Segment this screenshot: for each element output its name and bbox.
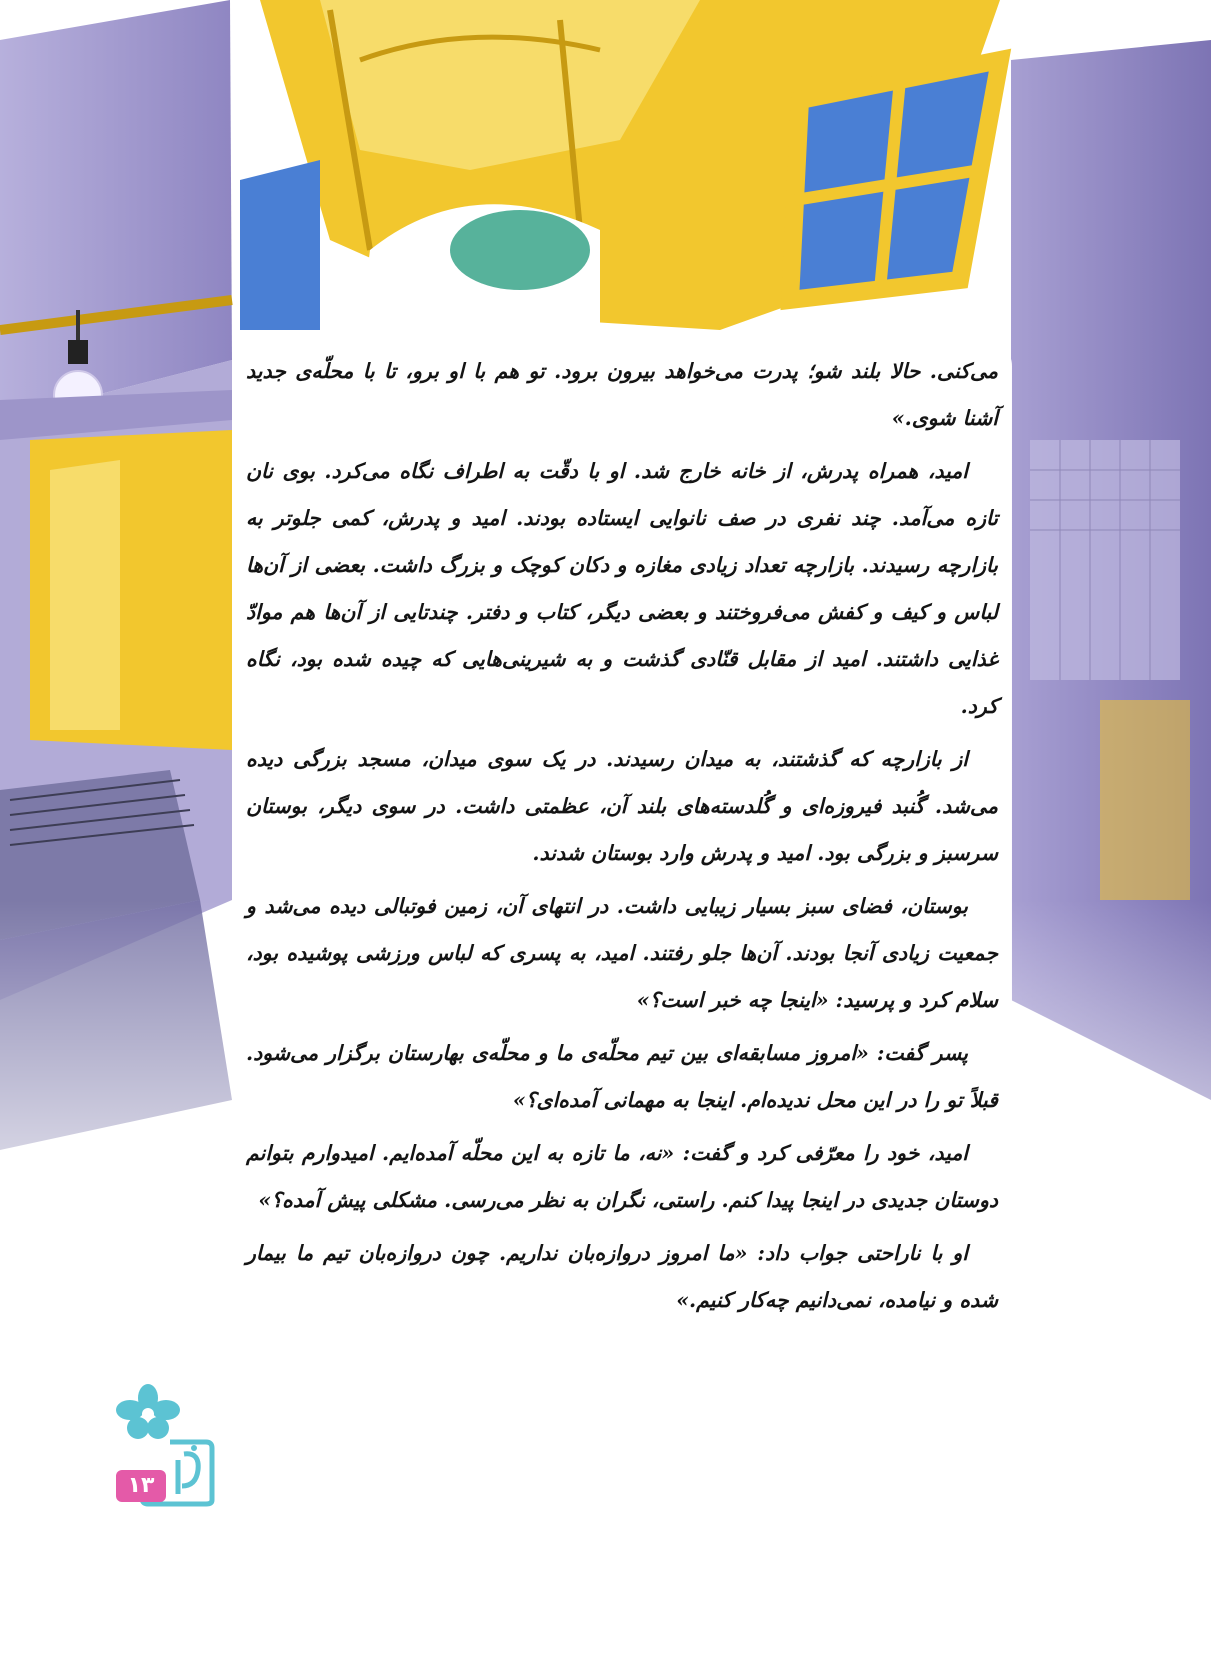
story-paragraph: می‌کنی. حالا بلند شو؛ پدرت می‌خواهد بیرون برود. تو هم با او برو، تا با محلّه‌ی جدید آشنا شوی.» (246, 359, 998, 430)
story-paragraph: امید، همراه پدرش، از خانه خارج شد. او با دقّت به اطراف نگاه می‌کرد. بوی نان تازه می‌آمد. چند نفری در صف نانوایی ایستاده بودند. امید و پدرش، کمی جلوتر به بازارچه رسیدند. بازارچه تعداد زیادی مغازه و دکان کوچک و بزرگ داشت. بعضی از آن‌ها لباس و کیف و کفش می‌فروختند و بعضی دیگر، کتاب و دفتر. چندتایی از آن‌ها هم موادّ غذایی داشتند. امید از مقابل قنّادی گذشت و به شیرینی‌هایی که چیده شده بود، نگاه کرد. (246, 459, 998, 718)
page-number: ۱۳ (116, 1470, 166, 1502)
story-text-panel (232, 340, 1012, 1435)
lamp-socket (68, 340, 88, 364)
story-paragraph: از بازارچه که گذشتند، به میدان رسیدند. در یک سوی میدان، مسجد بزرگی دیده می‌شد. گُنبد فیروزه‌ای و گُلدسته‌های بلند آن، عظمتی داشت. در سوی دیگر، بوستان سرسبز و بزرگی بود. امید و پدرش وارد بوستان شدند. (246, 747, 998, 865)
story-paragraph: امید، خود را معرّفی کرد و گفت: «نه، ما تازه به این محلّه آمده‌ایم. امیدوارم بتوانم دوستان جدیدی در اینجا پیدا کنم. راستی، نگران به نظر می‌رسی. مشکلی پیش آمده؟» (246, 1141, 998, 1212)
story-paragraph: او با ناراحتی جواب داد: «ما امروز دروازه‌بان نداریم. چون دروازه‌بان تیم ما بیمار شده و نیامده، نمی‌دانیم چه‌کار کنیم.» (246, 1241, 998, 1312)
story-paragraph: پسر گفت: «امروز مسابقه‌ای بین تیم محلّه‌ی ما و محلّه‌ی بهارستان برگزار می‌شود. قبلاً تو را در این محل ندیده‌ام. اینجا به مهمانی آمده‌ای؟» (246, 1041, 998, 1112)
tree-foliage (450, 210, 590, 290)
story-paragraph: بوستان، فضای سبز بسیار زیبایی داشت. در انتهای آن، زمین فوتبالی دیده می‌شد و جمعیت زیادی آنجا بودند. آن‌ها جلو رفتند. امید، به پسری که لباس ورزشی پوشیده بود، سلام کرد و پرسید: «اینجا چه خبر است؟» (246, 894, 998, 1012)
left-wall (0, 0, 232, 420)
flower-icon (116, 1384, 180, 1439)
